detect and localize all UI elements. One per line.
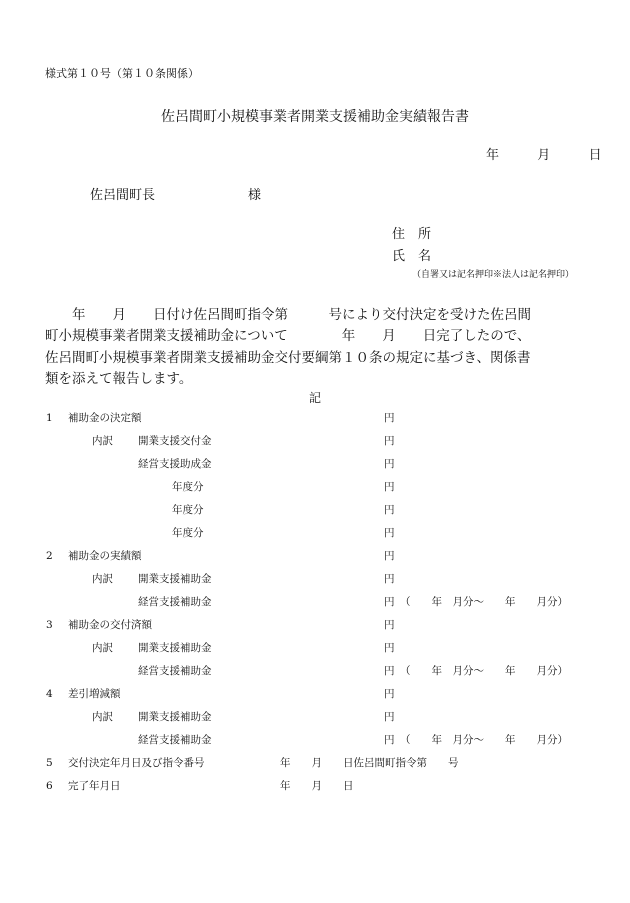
item-yen: 円 bbox=[384, 435, 395, 447]
item-period: （ 年 月分～ 年 月分） bbox=[400, 665, 568, 677]
item-label: 補助金の交付済額 bbox=[68, 619, 152, 631]
item-yen: 円 bbox=[384, 688, 395, 700]
item-period: （ 年 月分～ 年 月分） bbox=[400, 734, 568, 746]
item-number: 4 bbox=[46, 688, 53, 700]
ki-heading: 記 bbox=[308, 391, 321, 405]
item-label: 開業支援補助金 bbox=[138, 573, 212, 585]
form-number: 様式第１０号（第１０条関係） bbox=[45, 67, 199, 80]
item-number: 6 bbox=[46, 780, 53, 792]
item-label: 開業支援補助金 bbox=[138, 642, 212, 654]
item-label: 年度分 bbox=[172, 481, 204, 493]
body-text-line-1: 年 月 日付け佐呂間町指令第 号により交付決定を受けた佐呂間 bbox=[45, 307, 531, 323]
item-yen: 円 bbox=[384, 642, 395, 654]
document-title: 佐呂間町小規模事業者開業支援補助金実績報告書 bbox=[161, 109, 469, 125]
addressee-honorific: 様 bbox=[248, 188, 262, 203]
body-text-line-2: 町小規模事業者開業支援補助金について 年 月 日完了したので、 bbox=[45, 328, 531, 344]
item-label: 補助金の実績額 bbox=[68, 550, 142, 562]
body-text-line-3: 佐呂間町小規模事業者開業支援補助金交付要綱第１０条の規定に基づき、関係書 bbox=[45, 350, 531, 366]
item-label: 交付決定年月日及び指令番号 bbox=[68, 757, 205, 769]
seal-note: （自署又は記名押印※法人は記名押印） bbox=[412, 270, 575, 280]
item-yen: 円 bbox=[384, 550, 395, 562]
item-number: 5 bbox=[46, 757, 53, 769]
item-label: 年度分 bbox=[172, 527, 204, 539]
item-number: 1 bbox=[46, 412, 53, 424]
item-number: 3 bbox=[46, 619, 53, 631]
item-yen: 円 bbox=[384, 619, 395, 631]
item-yen: 円 bbox=[384, 481, 395, 493]
item-yen: 円 bbox=[384, 711, 395, 723]
report-date bbox=[486, 149, 602, 162]
item-yen: 円 bbox=[384, 527, 395, 539]
item-yen: 円 bbox=[384, 573, 395, 585]
item-yen: 円 bbox=[384, 504, 395, 516]
item-yen: 円 bbox=[384, 458, 395, 470]
item-yen: 円 bbox=[384, 734, 395, 746]
item-period: （ 年 月分～ 年 月分） bbox=[400, 596, 568, 608]
date-day: 日 bbox=[588, 148, 602, 163]
body-text-line-4: 類を添えて報告します。 bbox=[45, 371, 193, 387]
item-label: 経営支援補助金 bbox=[138, 734, 212, 746]
date-month: 月 bbox=[537, 148, 551, 163]
item-breakdown-label: 内訳 bbox=[92, 573, 113, 585]
item-label: 開業支援補助金 bbox=[138, 711, 212, 723]
item-label: 差引増減額 bbox=[68, 688, 121, 700]
item-yen: 円 bbox=[384, 412, 395, 424]
item-label: 完了年月日 bbox=[68, 780, 121, 792]
item-label: 開業支援交付金 bbox=[138, 435, 212, 447]
item-breakdown-label: 内訳 bbox=[92, 435, 113, 447]
item-number: 2 bbox=[46, 550, 53, 562]
item-label: 経営支援補助金 bbox=[138, 665, 212, 677]
item-date: 年 月 日 bbox=[280, 780, 354, 792]
date-year: 年 bbox=[486, 148, 500, 163]
addressee-name: 佐呂間町長 bbox=[90, 188, 156, 203]
item-date: 年 月 日佐呂間町指令第 号 bbox=[280, 757, 459, 769]
address-label: 住 所 bbox=[392, 227, 432, 242]
item-label: 年度分 bbox=[172, 504, 204, 516]
item-breakdown-label: 内訳 bbox=[92, 711, 113, 723]
item-yen: 円 bbox=[384, 596, 395, 608]
item-breakdown-label: 内訳 bbox=[92, 642, 113, 654]
item-label: 経営支援補助金 bbox=[138, 596, 212, 608]
name-label: 氏 名 bbox=[392, 249, 432, 264]
addressee bbox=[90, 188, 262, 203]
item-label: 経営支援助成金 bbox=[138, 458, 212, 470]
item-label: 補助金の決定額 bbox=[68, 412, 142, 424]
item-yen: 円 bbox=[384, 665, 395, 677]
